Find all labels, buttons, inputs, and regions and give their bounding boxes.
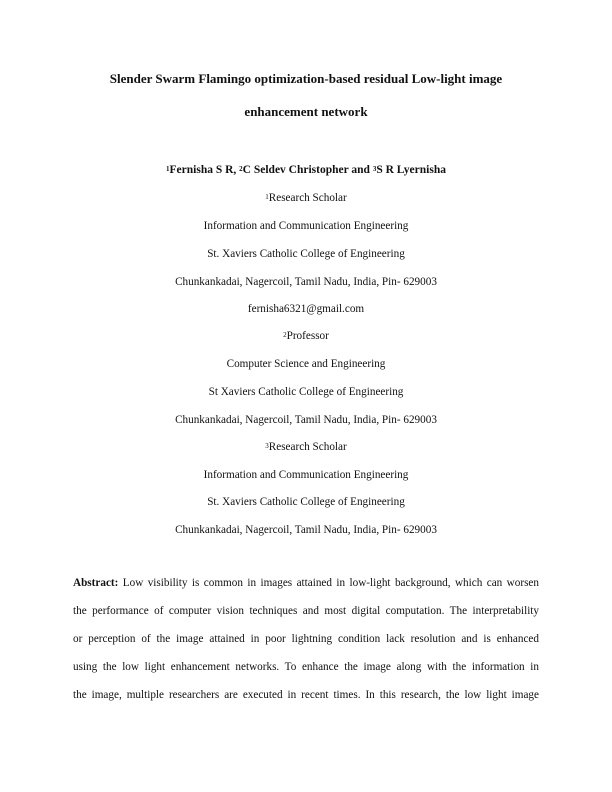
abstract-line-4: using the low light enhancement networks. To enhance the image along with the information in	[73, 661, 539, 673]
affiliation-2-role	[60, 329, 552, 343]
affiliation-3-address: Chunkankadai, Nagercoil, Tamil Nadu, India, Pin- 629003	[175, 524, 437, 536]
affiliation-2-address: Chunkankadai, Nagercoil, Tamil Nadu, India, Pin- 629003	[175, 414, 437, 426]
author-3-name: S R Lyernisha	[376, 164, 446, 176]
affiliation-3-dept: Information and Communication Engineering	[203, 469, 409, 481]
affiliation-3-superscript: 3	[265, 442, 269, 450]
author-3-superscript: 3	[372, 165, 377, 173]
affiliation-1-college: St. Xaviers Catholic College of Engineering	[207, 248, 405, 260]
abstract-line-3: or perception of the image attained in poor lightning condition lack resolution and is enhanced	[73, 633, 539, 645]
affiliation-2-role-text: Professor	[286, 330, 329, 342]
affiliation-2-dept: Computer Science and Engineering	[226, 358, 386, 370]
affiliation-1-role	[60, 191, 552, 205]
paper-title-line-1: Slender Swarm Flamingo optimization-based residual Low-light image	[109, 71, 503, 86]
author-1-name: Fernisha S R,	[169, 164, 240, 176]
affiliation-1-dept: Information and Communication Engineering	[203, 220, 409, 232]
abstract-line-1	[73, 576, 539, 590]
author-list	[60, 163, 552, 178]
abstract-line-2: the performance of computer vision techniques and most digital computation. The interpretability	[73, 605, 539, 617]
abstract-line-1-text: Low visibility is common in images attained in low-light background, which can worsen	[118, 577, 539, 589]
affiliation-1-role-text: Research Scholar	[268, 192, 347, 204]
affiliation-2-superscript: 2	[283, 331, 287, 339]
affiliation-1-superscript: 1	[265, 193, 269, 201]
affiliation-2-college: St Xaviers Catholic College of Engineering	[208, 386, 404, 398]
affiliation-1-address: Chunkankadai, Nagercoil, Tamil Nadu, India, Pin- 629003	[175, 276, 437, 288]
affiliation-3-role-text: Research Scholar	[268, 441, 347, 453]
affiliation-3-college: St. Xaviers Catholic College of Engineering	[207, 496, 405, 508]
abstract-line-5: the image, multiple researchers are executed in recent times. In this research, the low light image	[73, 689, 539, 701]
author-1-superscript: 1	[166, 165, 170, 173]
author-2-name: C Seldev Christopher and	[242, 164, 373, 176]
author-2-superscript: 2	[239, 165, 243, 173]
abstract-label: Abstract:	[73, 577, 119, 589]
affiliation-3-role	[60, 440, 552, 454]
affiliation-1-email[interactable]: fernisha6321@gmail.com	[247, 303, 365, 315]
paper-title-line-2: enhancement network	[244, 104, 368, 119]
